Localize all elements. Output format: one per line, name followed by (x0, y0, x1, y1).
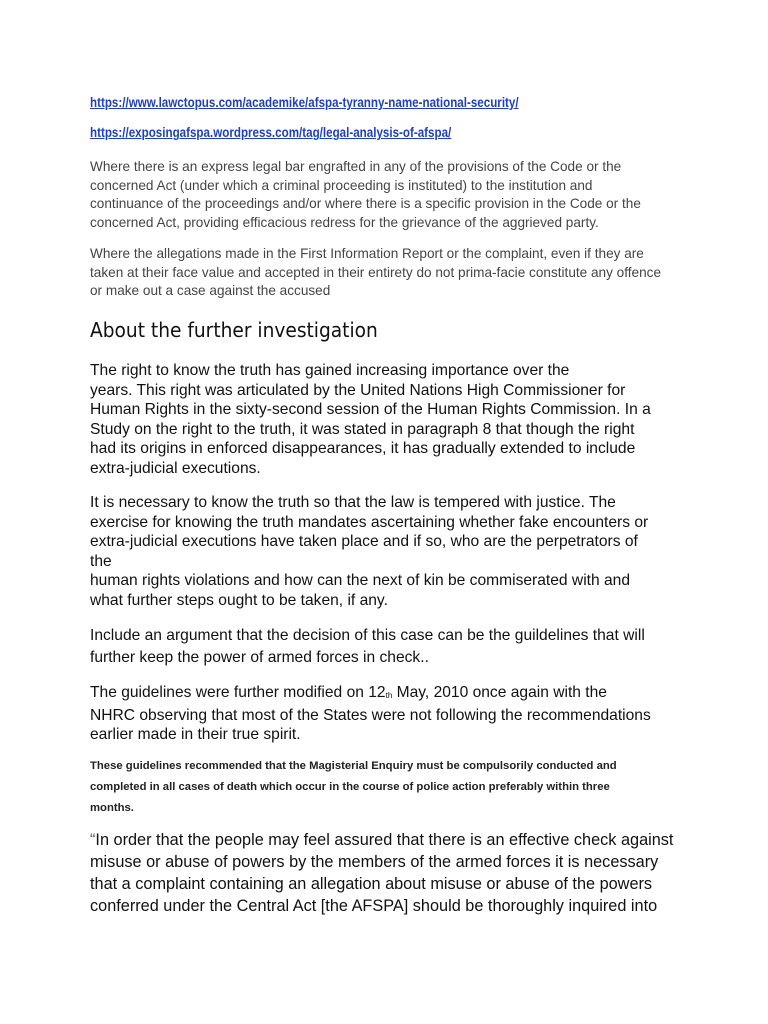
text-line: conferred under the Central Act [the AFSPA] should be thoroughly inquired into (90, 897, 658, 915)
text-line: These guidelines recommended that the Magisterial Enquiry must be compulsorily conducted and (90, 760, 617, 772)
paragraph-include-argument (90, 625, 690, 668)
paragraph-guidelines-modified (90, 683, 690, 745)
paragraph-know-truth (90, 493, 690, 610)
paragraph-legal-bar (90, 158, 690, 233)
text-line: or make out a case against the accused (90, 283, 331, 299)
text-line: years. This right was articulated by the United Nations High Commissioner for (90, 381, 626, 399)
text-line: extra-judicial executions have taken place and if so, who are the perpetrators of (90, 533, 638, 550)
section-heading: About the further investigation (90, 318, 378, 342)
text-line: extra-judicial executions. (90, 459, 261, 477)
text-line: had its origins in enforced disappearances, it has gradually extended to include (90, 440, 636, 457)
text-line: The right to know the truth has gained increasing importance over the (90, 362, 570, 379)
paragraph-allegations (90, 245, 690, 301)
text-line: Include an argument that the decision of this case can be the guildelines that will (90, 627, 645, 644)
paragraph-right-to-truth (90, 361, 690, 478)
text-line: misuse or abuse of powers by the members of the armed forces it is necessary (90, 853, 659, 871)
text-line: Study on the right to the truth, it was stated in paragraph 8 that though the right (90, 420, 635, 438)
text-line: that a complaint containing an allegation about misuse or abuse of the powers (90, 875, 653, 893)
text-line: Human Rights in the sixty-second session of the Human Rights Commission. In a (90, 401, 651, 418)
text-line (90, 683, 690, 706)
date-text-after: May, 2010 once again with the (392, 684, 607, 701)
text-line: concerned Act, providing efficacious redress for the grievance of the aggrieved party. (90, 215, 599, 231)
date-text-before: The guidelines were further modified on 12 (90, 684, 386, 701)
text-line: taken at their face value and accepted in their entirety do not prima-facie constitute any offence (90, 264, 662, 280)
text-line: completed in all cases of death which occur in the course of police action preferably within three (90, 781, 610, 793)
text-line: what further steps ought to be taken, if any. (90, 591, 388, 609)
text-line: further keep the power of armed forces in check.. (90, 648, 429, 666)
text-line: Where the allegations made in the First Information Report or the complaint, even if they are (90, 246, 644, 261)
text-line: human rights violations and how can the next of kin be commiserated with and (90, 572, 631, 589)
text-line: months. (90, 802, 134, 814)
quote-first-line: In order that the people may feel assured that there is an effective check against (95, 831, 674, 849)
text-line: It is necessary to know the truth so that the law is tempered with justice. The (90, 494, 616, 511)
text-line: concerned Act (under which a criminal proceeding is instituted) to the institution and (90, 177, 593, 193)
ordinal-suffix: th (385, 691, 393, 700)
text-line: the (90, 552, 112, 570)
text-line (90, 829, 690, 851)
text-line: NHRC observing that most of the States were not following the recommendations (90, 706, 651, 724)
text-line: earlier made in their true spirit. (90, 726, 301, 743)
exposingafspa-link[interactable]: https://exposingafspa.wordpress.com/tag/legal-analysis-of-afspa/ (90, 125, 452, 140)
text-line: Where there is an express legal bar engrafted in any of the provisions of the Code or the (90, 159, 622, 174)
paragraph-magisterial-enquiry (90, 756, 690, 819)
lawctopus-link[interactable]: https://www.lawctopus.com/academike/afspa-tyranny-name-national-security/ (90, 95, 519, 110)
text-line: continuance of the proceedings and/or where there is a specific provision in the Code or the (90, 196, 641, 212)
open-quote: “ (90, 831, 96, 849)
text-line: exercise for knowing the truth mandates ascertaining whether fake encounters or (90, 513, 649, 531)
paragraph-quote (90, 829, 690, 917)
